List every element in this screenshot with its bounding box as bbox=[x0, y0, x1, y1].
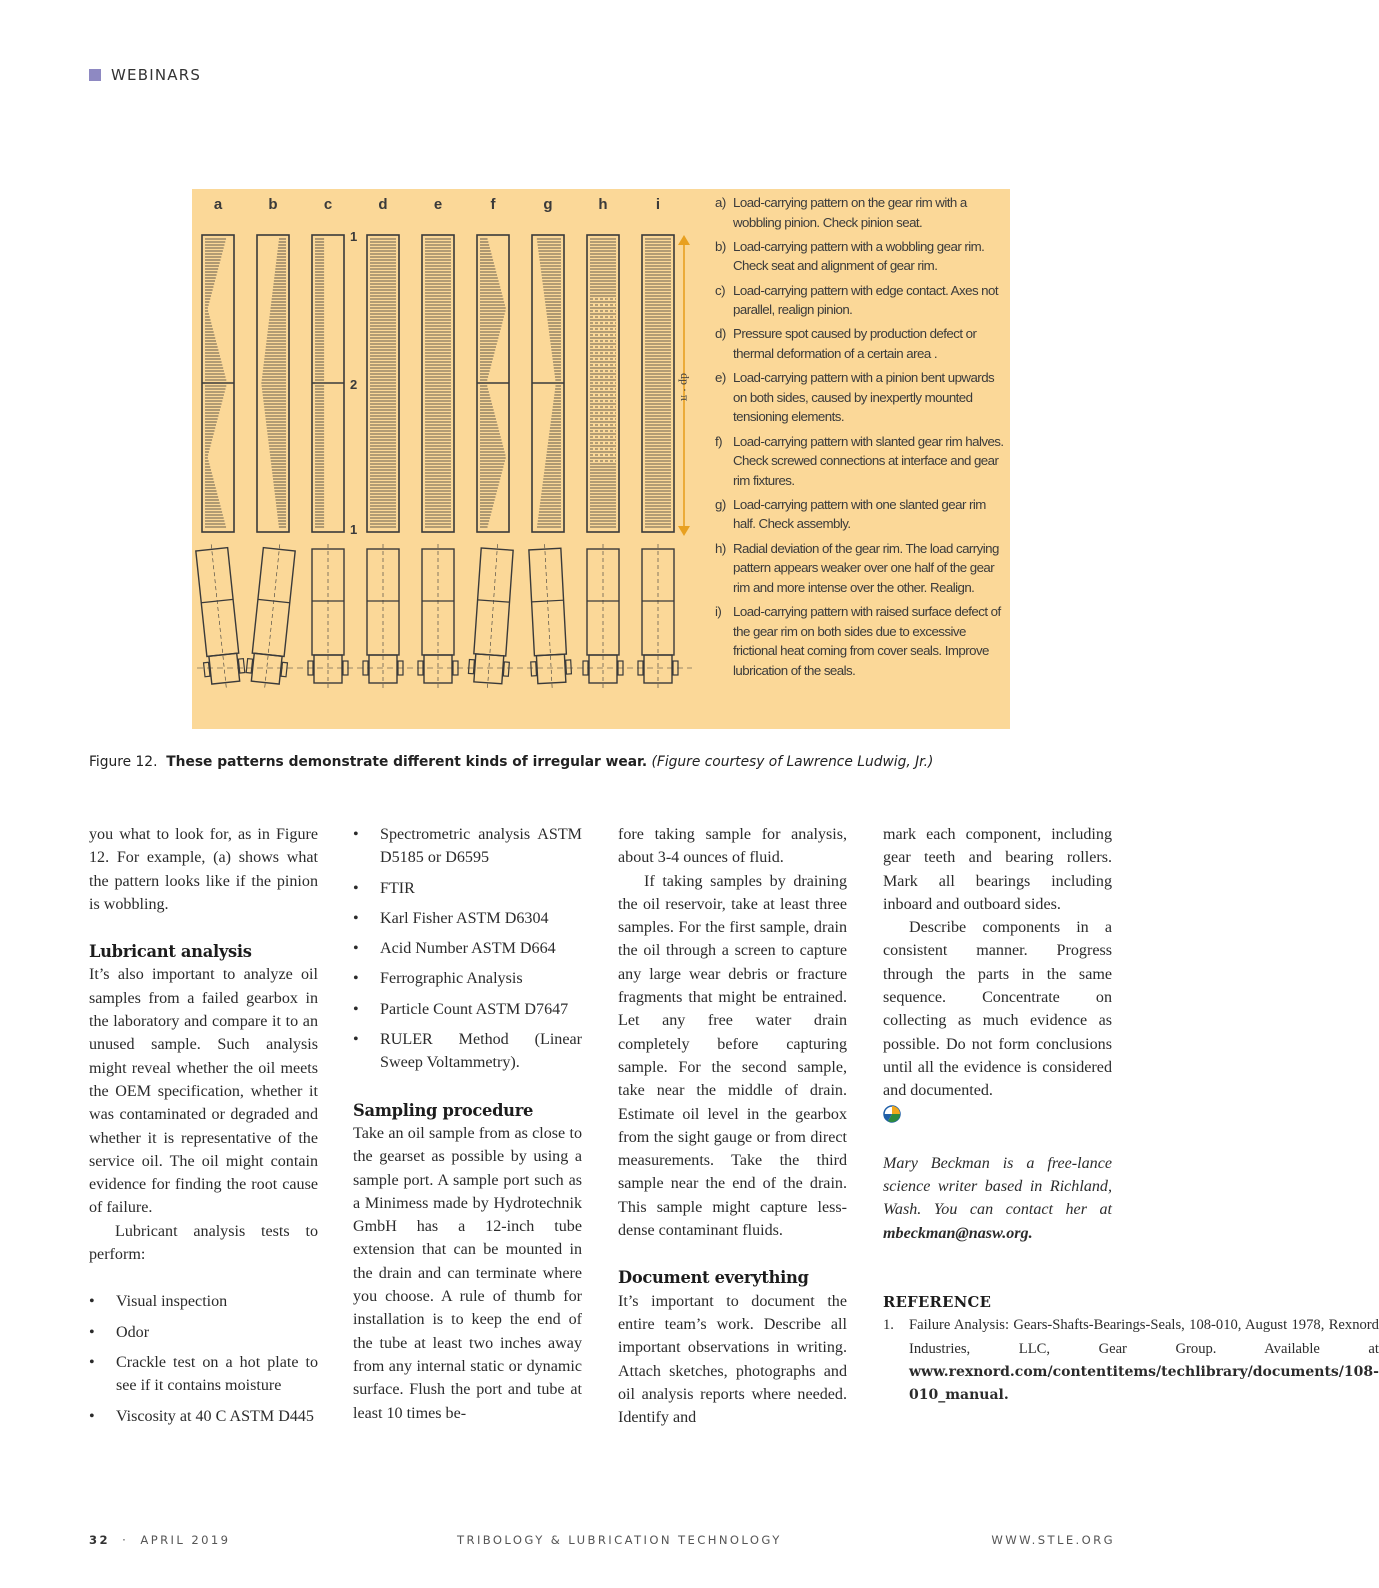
tooth-hatching bbox=[645, 239, 671, 527]
caption-text: Load-carrying pattern with a wobbling gear rim. Check seat and alignment of gear rim. bbox=[733, 238, 985, 274]
reference-list bbox=[883, 1314, 1379, 1407]
byline-text: Mary Beckman is a free-lance science writer based in Richland, Wash. You can contact her at bbox=[883, 1154, 1112, 1219]
paragraph: If taking samples by draining the oil reservoir, take at least three samples. For the first sample, drain the oil through a screen to capture any large wear debris or fracture fragments that might be entrained. Let any free water drain completely before capturing sample. For the second sample, take near the middle of drain. Estimate oil level in the gearbox from the sight gauge or from direct measurements. Take the third sample near the end of the drain. This sample might capture less-dense contaminant fluids. bbox=[618, 872, 847, 1240]
list-item: • FTIR bbox=[353, 877, 582, 900]
dimension-arrow-head-bottom bbox=[678, 526, 690, 536]
figure-caption-item bbox=[715, 237, 1005, 276]
figure-caption bbox=[89, 754, 933, 770]
shaft-part bbox=[468, 659, 474, 673]
figure-caption-item bbox=[715, 324, 1005, 363]
heading-document-everything: Document everything bbox=[618, 1268, 809, 1288]
column-letter: b bbox=[268, 196, 278, 213]
list-item: • Viscosity at 40 C ASTM D445 bbox=[89, 1405, 318, 1428]
site-url[interactable]: WWW.STLE.ORG bbox=[991, 1533, 1115, 1547]
shaft-part bbox=[211, 544, 226, 688]
tooth-outline bbox=[422, 235, 454, 532]
magazine-name: TRIBOLOGY & LUBRICATION TECHNOLOGY bbox=[457, 1533, 782, 1547]
column-letter: f bbox=[490, 196, 496, 213]
caption-text: Load-carrying pattern with slanted gear rim halves. Check screwed connections at interface and gear rim fixtures. bbox=[733, 433, 1004, 488]
dimension-arrow-head-top bbox=[678, 235, 690, 245]
paragraph: Describe components in a consistent manner. Progress through the parts in the same sequence. Concentrate on collecting as much evidence as possible. Do not form conclusions until all the evidence is considered and documented. bbox=[883, 919, 1112, 1100]
paragraph: mark each component, including gear teeth and bearing rollers. Mark all bearings including inboard and outboard sides. bbox=[883, 826, 1112, 913]
tooth-hatching bbox=[205, 239, 227, 527]
zone-number: 1 bbox=[350, 229, 358, 244]
stle-logo-icon bbox=[883, 1105, 901, 1130]
shaft-diagram bbox=[363, 544, 403, 689]
shaft-part bbox=[209, 653, 240, 684]
paragraph: you what to look for, as in Figure 12. For example, (a) shows what the pattern looks like if the pinion is wobbling. bbox=[89, 826, 318, 913]
column-letter: i bbox=[655, 196, 661, 213]
list-item: • Karl Fisher ASTM D6304 bbox=[353, 907, 582, 930]
caption-letter: c) bbox=[715, 282, 725, 298]
shaft-diagram bbox=[308, 544, 348, 689]
reference-number: 1. bbox=[883, 1317, 894, 1334]
figure-caption-item bbox=[715, 495, 1005, 534]
list-item: • Crackle test on a hot plate to see if it contains moisture bbox=[89, 1351, 318, 1398]
caption-letter: i) bbox=[715, 604, 722, 620]
shaft-part bbox=[503, 662, 509, 676]
tooth-hatching bbox=[370, 239, 396, 527]
tooth-hatching bbox=[261, 239, 286, 527]
column-letter: c bbox=[323, 196, 333, 213]
test-list bbox=[89, 1290, 318, 1427]
list-item: • Acid Number ASTM D664 bbox=[353, 937, 582, 960]
issue-date: APRIL 2019 bbox=[140, 1533, 231, 1547]
shaft-part bbox=[545, 544, 553, 689]
figure-12 bbox=[192, 189, 1010, 729]
paragraph: It’s also important to analyze oil samples from a failed gearbox in the laboratory and compare it to an unused sample. Such analysis might reveal whether the oil meets the OEM specification, whether it was contaminated or degraded and whether it is representative of the service oil. The oil might contain evidence for finding the root cause of failure. bbox=[89, 966, 318, 1217]
section-label: WEBINARS bbox=[111, 66, 202, 84]
list-item: • Ferrographic Analysis bbox=[353, 967, 582, 990]
figure-caption-credit: (Figure courtesy of Lawrence Ludwig, Jr.) bbox=[651, 754, 934, 770]
figure-caption-item bbox=[715, 281, 1005, 320]
column-letter: g bbox=[543, 196, 553, 213]
figure-caption-item bbox=[715, 539, 1005, 598]
paragraph: Take an oil sample from as close to the gearset as possible by using a sample port. A sample port such as a Minimess made by Hydrotechnik GmbH has a 12-inch tube extension that can be mounted in the drain and can terminate where you choose. A rule of thumb for installation is to keep the end of the tube at least two inches away from any internal static or dynamic surface. Flush the port and tube at least 10 times be- bbox=[353, 1124, 582, 1422]
author-email[interactable]: mbeckman@nasw.org. bbox=[883, 1224, 1033, 1242]
shaft-part bbox=[566, 660, 572, 674]
shaft-part bbox=[536, 654, 565, 683]
paragraph: It’s important to document the entire team’s work. Describe all important observations in writing. Attach sketches, photographs and oil analysis reports where needed. Identify and bbox=[618, 1292, 847, 1427]
column-3 bbox=[618, 823, 847, 1429]
tooth-outline bbox=[642, 235, 674, 532]
caption-letter: e) bbox=[715, 370, 726, 386]
shaft-diagram bbox=[583, 544, 623, 689]
shaft-diagram bbox=[638, 544, 678, 689]
caption-letter: b) bbox=[715, 238, 726, 254]
page-number: 32 bbox=[89, 1533, 110, 1547]
shaft-diagram bbox=[191, 542, 246, 690]
list-item: • Particle Count ASTM D7647 bbox=[353, 998, 582, 1021]
section-tag bbox=[89, 66, 201, 84]
shaft-diagram bbox=[245, 542, 300, 690]
shaft-part bbox=[474, 654, 504, 684]
shaft-part bbox=[531, 662, 537, 676]
figure-caption-item bbox=[715, 432, 1005, 491]
zone-number: 2 bbox=[350, 377, 358, 392]
figure-caption-label: Figure 12. bbox=[89, 754, 158, 770]
reference-link[interactable]: www.rexnord.com/contentitems/techlibrary/documents/108-010_manual. bbox=[909, 1363, 1379, 1404]
paragraph: Lubricant analysis tests to perform: bbox=[89, 1222, 318, 1264]
author-byline bbox=[883, 1152, 1112, 1245]
caption-text: Load-carrying pattern on the gear rim with a wobbling pinion. Check pinion seat. bbox=[733, 195, 967, 230]
list-item: • Spectrometric analysis ASTM D5185 or D6595 bbox=[353, 823, 582, 870]
tooth-hatching bbox=[315, 239, 324, 527]
heading-lubricant-analysis: Lubricant analysis bbox=[89, 942, 252, 962]
column-2 bbox=[353, 823, 582, 1425]
tooth-outline bbox=[367, 235, 399, 532]
caption-letter: h) bbox=[715, 540, 726, 556]
column-letter: h bbox=[598, 196, 608, 213]
caption-letter: g) bbox=[715, 496, 726, 512]
reference-citation: Failure Analysis: Gears-Shafts-Bearings-Seals, 108-010, August 1978, Rexnord Industries, LLC, Gear Group. Available at bbox=[909, 1317, 1379, 1357]
caption-text: Load-carrying pattern with raised surface defect of the gear rim on both sides due to excessive frictional heat coming from cover seals. Improve lubrication of the seals. bbox=[733, 604, 1001, 678]
reference-item bbox=[883, 1314, 1379, 1407]
figure-captions bbox=[715, 193, 1005, 685]
caption-text: Load-carrying pattern with a pinion bent upwards on both sides, caused by inexpertly mounted tensioning elements. bbox=[733, 370, 995, 425]
caption-letter: d) bbox=[715, 326, 726, 342]
shaft-part bbox=[265, 544, 280, 688]
zone-number: 1 bbox=[350, 522, 358, 537]
figure-caption-item bbox=[715, 602, 1005, 680]
shaft-part bbox=[281, 662, 287, 676]
shaft-part bbox=[251, 653, 282, 684]
shaft-part bbox=[238, 659, 244, 673]
figure-caption-title: These patterns demonstrate different kinds of irregular wear. bbox=[166, 754, 648, 770]
column-letter: d bbox=[378, 196, 388, 213]
tooth-outline bbox=[257, 235, 289, 532]
shaft-part bbox=[487, 544, 497, 689]
shaft-part bbox=[204, 662, 210, 676]
caption-text: Radial deviation of the gear rim. The load carrying pattern appears weaker over one half of the gear rim and more intense over the other. Realign. bbox=[733, 540, 999, 595]
paragraph: fore taking sample for analysis, about 3-4 ounces of fluid. bbox=[618, 826, 847, 867]
tooth-hatching bbox=[425, 239, 451, 527]
footer-left: 32 · APRIL 2019 bbox=[89, 1533, 231, 1547]
tooth-outline bbox=[587, 235, 619, 532]
section-square-icon bbox=[89, 69, 101, 81]
caption-letter: a) bbox=[715, 195, 726, 210]
reference-text bbox=[909, 1314, 1379, 1407]
shaft-diagram bbox=[418, 544, 458, 689]
figure-caption-item bbox=[715, 368, 1005, 427]
tooth-hatching bbox=[590, 239, 616, 527]
wear-pattern-illustration bbox=[192, 189, 712, 729]
test-list bbox=[353, 823, 582, 1075]
column-1 bbox=[89, 823, 318, 1428]
list-item: • Odor bbox=[89, 1321, 318, 1344]
column-4 bbox=[883, 823, 1379, 1408]
shaft-part bbox=[246, 659, 252, 673]
dimension-label: dp · π bbox=[678, 372, 692, 402]
caption-text: Load-carrying pattern with edge contact. Axes not parallel, realign pinion. bbox=[733, 282, 999, 318]
caption-text: Pressure spot caused by production defect or thermal deformation of a certain area . bbox=[733, 326, 977, 361]
reference-heading: REFERENCE bbox=[883, 1294, 992, 1312]
figure-caption-item bbox=[715, 193, 1005, 232]
caption-text: Load-carrying pattern with one slanted gear rim half. Check assembly. bbox=[733, 496, 986, 532]
column-letter: a bbox=[213, 196, 223, 213]
list-item: • Visual inspection bbox=[89, 1290, 318, 1313]
column-letter: e bbox=[433, 196, 443, 213]
heading-sampling-procedure: Sampling procedure bbox=[353, 1100, 534, 1120]
caption-letter: f) bbox=[715, 433, 723, 449]
list-item: • RULER Method (Linear Sweep Voltammetry). bbox=[353, 1028, 582, 1075]
